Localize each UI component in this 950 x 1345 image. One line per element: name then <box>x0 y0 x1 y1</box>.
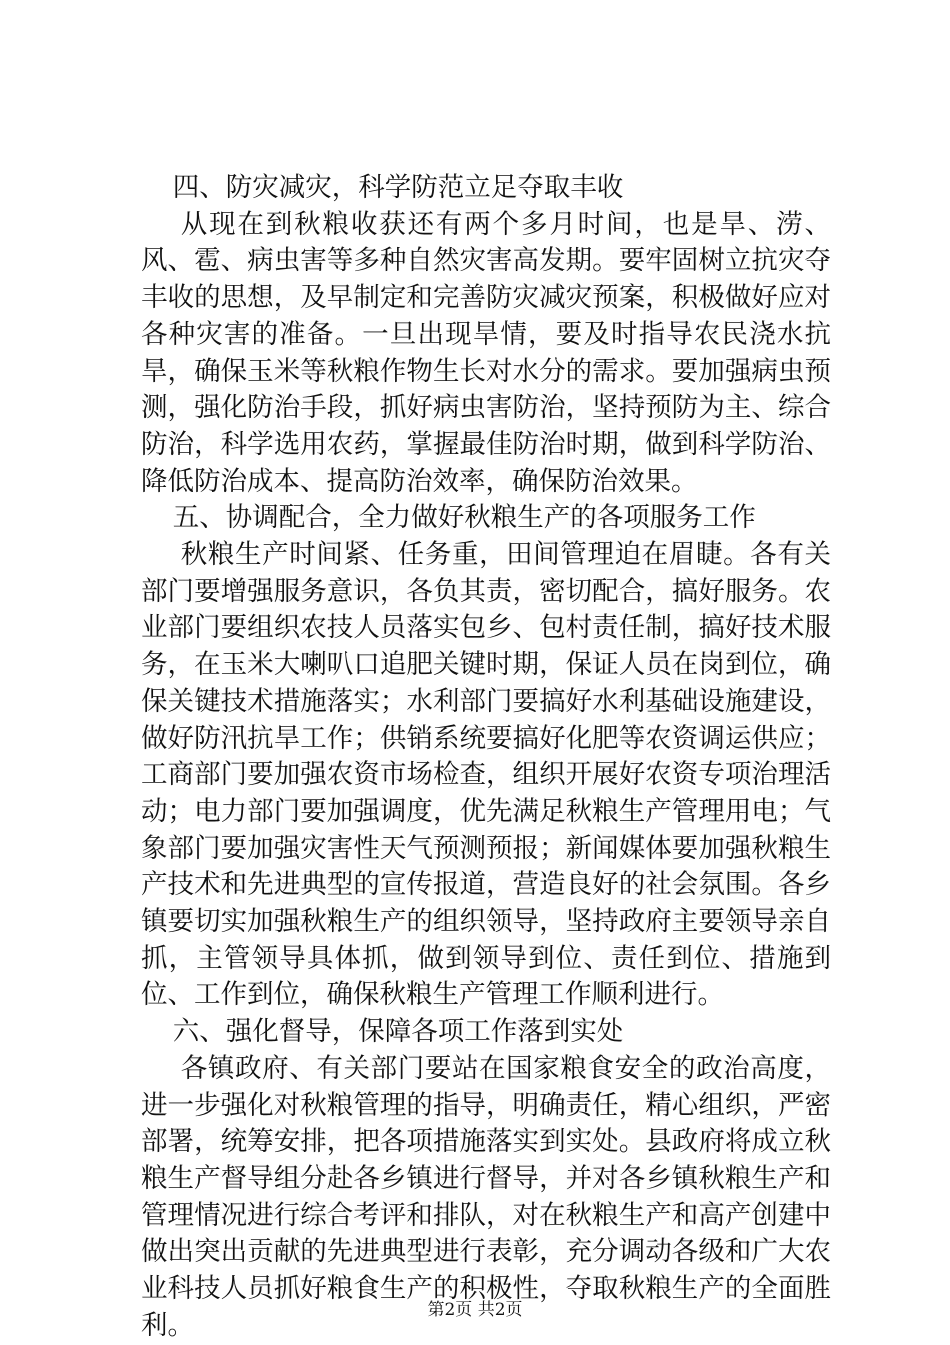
body-paragraph-4: 从现在到秋粮收获还有两个多月时间，也是旱、涝、风、雹、病虫害等多种自然灾害高发期。要牢固树立抗灾夺丰收的思想，及早制定和完善防灾减灾预案，积极做好应对各种灾害的准备。一旦出现旱情，要及时指导农民浇水抗旱，确保玉米等秋粮作物生长对水分的需求。要加强病虫预测，强化防治手段，抓好病虫害防治，坚持预防为主、综合防治，科学选用农药，掌握最佳防治时期，做到科学防治、降低防治成本、提高防治效率，确保防治效果。 <box>141 208 831 497</box>
section-heading-5: 五、协调配合，全力做好秋粮生产的各项服务工作 <box>172 502 756 534</box>
section-heading-6: 六、强化督导，保障各项工作落到实处 <box>172 1016 624 1048</box>
body-paragraph-5: 秋粮生产时间紧、任务重，田间管理迫在眉睫。各有关部门要增强服务意识，各负其责，密切配合，搞好服务。农业部门要组织农技人员落实包乡、包村责任制，搞好技术服务，在玉米大喇叭口追肥关键时期，保证人员在岗到位，确保关键技术措施落实；水利部门要搞好水利基础设施建设，做好防汛抗旱工作；供销系统要搞好化肥等农资调运供应；工商部门要加强农资市场检查，组织开展好农资专项治理活动；电力部门要加强调度，优先满足秋粮生产管理用电；气象部门要加强灾害性天气预测预报；新闻媒体要加强秋粮生产技术和先进典型的宣传报道，营造良好的社会氛围。各乡镇要切实加强秋粮生产的组织领导，坚持政府主要领导亲自抓，主管领导具体抓，做到领导到位、责任到位、措施到位、工作到位，确保秋粮生产管理工作顺利进行。 <box>141 539 831 1011</box>
body-paragraph-6: 各镇政府、有关部门要站在国家粮食安全的政治高度，进一步强化对秋粮管理的指导，明确责任，精心组织，严密部署，统筹安排，把各项措施落实到实处。县政府将成立秋粮生产督导组分赴各乡镇进行督导，并对各乡镇秋粮生产和管理情况进行综合考评和排队，对在秋粮生产和高产创建中做出突出贡献的先进典型进行表彰，充分调动各级和广大农业科技人员抓好粮食生产的积极性，夺取秋粮生产的全面胜利。 <box>141 1052 831 1341</box>
page-footer: 第2页 共2页 <box>427 1300 523 1320</box>
section-heading-4: 四、防灾减灾，科学防范立足夺取丰收 <box>172 172 624 203</box>
document-body <box>141 170 831 1345</box>
